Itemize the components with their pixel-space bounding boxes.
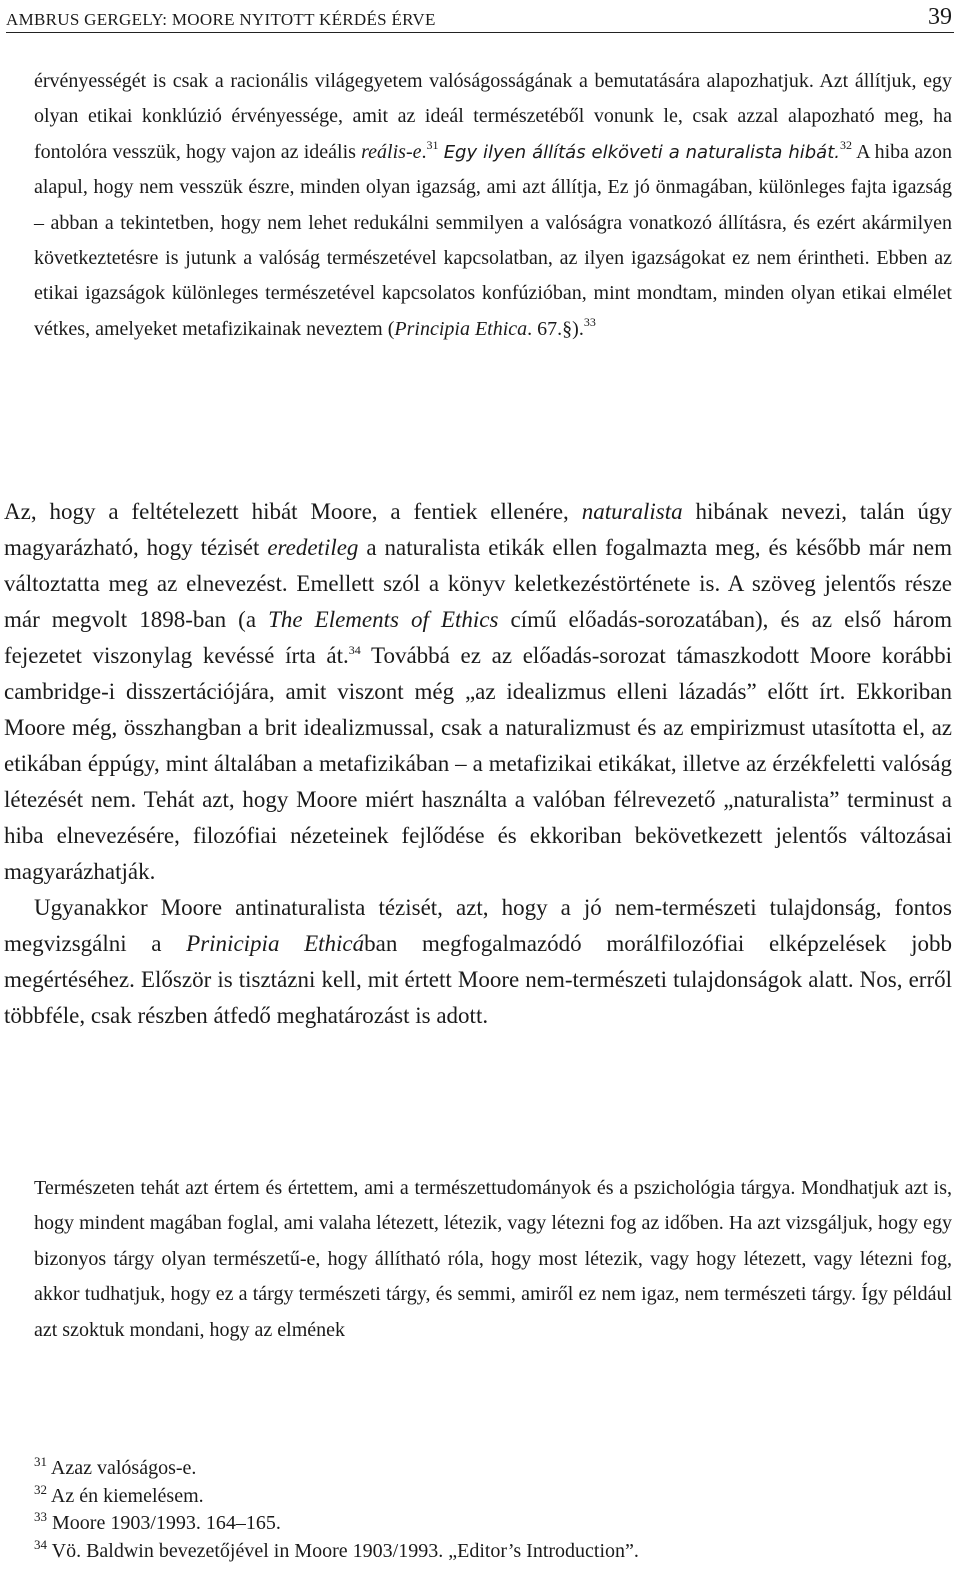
- paragraph-text: Továbbá ez az előadás-sorozat támaszkodott Moore korábbi cambridge-i disszertációjára, amit viszont még „az idealizmus elleni lázadás” előtt írt. Ekkoriban Moore még, összhangban a brit idealizmussal, csak a naturalizmust és az empirizmust utasította el, az etikában éppúgy, mint általában a metafizikában – a metafizikai etikákat, illetve az érzékfeletti valóság létezését nem. Tehát azt, hogy Moore miért használta a valóban félrevezető „naturalista” terminust a hiba elnevezésére, filozófiai nézeteinek fejlődése és ekkoriban bekövetkezett jelentős változásai magyarázhatják.: [4, 643, 952, 884]
- paragraph-text: Ugyanakkor Moore antinaturalista tézisét, azt, hogy a jó nem-természeti tulajdonság, fontos megvizsgálni a: [4, 895, 952, 956]
- paragraph-italic: naturalista: [581, 499, 683, 524]
- paragraph-2: [4, 890, 952, 1034]
- paragraph-text: Az, hogy a feltételezett hibát Moore, a fentiek ellenére,: [4, 499, 582, 524]
- block-quote-2: [34, 1171, 952, 1348]
- footnote-text: Vö. Baldwin bevezetőjével in Moore 1903/1993. „Editor’s Introduction”.: [51, 1539, 639, 1562]
- quote-italic: reális-e: [361, 140, 422, 163]
- quote-text: Természeten tehát azt értem és értettem, ami a természettudományok és a pszichológia tárgya. Mondhatjuk azt is, hogy mindent magában foglal, ami valaha létezett, létezik, vagy létezni fog az időben. Ha azt vizsgáljuk, hogy egy bizonyos tárgy olyan természetű-e, hogy állítható róla, hogy most létezik, vagy hogy létezett, vagy létezni fog, akkor tudhatjuk, hogy ez a tárgy természeti tárgy, és semmi, amiről ez nem igaz, nem természeti tárgy. Így például azt szoktuk mondani, hogy az elmének: [34, 1177, 952, 1341]
- footnote-31: [34, 1455, 639, 1483]
- paragraph-text: a naturalista etikák ellen fogalmazta meg, és később már nem változtatta meg az elnevezést. Emellett szól a könyv keletkezéstörténete is. A szöveg jelentős része már megvolt 1898-ban (a: [4, 535, 952, 632]
- quote-text: . 67.§).: [527, 317, 584, 340]
- block-quote-1: [34, 64, 952, 347]
- footnote-number: 33: [34, 1509, 47, 1524]
- paragraph-italic: eredetileg: [267, 535, 359, 560]
- footnote-ref-32[interactable]: 32: [840, 137, 852, 152]
- footnote-34: [34, 1538, 639, 1566]
- paragraph-text: című előadás-sorozatában), és az első három fejezetet viszonylag kevéssé írta át.: [4, 607, 953, 668]
- footnote-number: 32: [34, 1481, 47, 1497]
- body-text: [4, 494, 952, 1034]
- paragraph-italic: The Elements of Ethics: [268, 607, 499, 632]
- footnote-text: Moore 1903/1993. 164–165.: [52, 1512, 281, 1534]
- running-title: AMBRUS GERGELY: MOORE NYITOTT KÉRDÉS ÉRVE: [6, 10, 436, 29]
- footnote-ref-31[interactable]: 31: [426, 137, 439, 152]
- quote-text: .: [421, 140, 427, 163]
- footnote-33: [34, 1510, 639, 1538]
- paragraph-text: ban megfogalmazódó morálfilozófiai elképzelések jobb megértéséhez. Először is tisztázni kell, mit értett Moore nem-természeti tulajdonságok alatt. Nos, erről többféle, csak részben átfedő meghatározást is adott.: [4, 931, 952, 1028]
- paragraph-text: hibának nevezi, talán úgy magyarázható, hogy tézisét: [4, 499, 952, 560]
- paragraph-1: [4, 494, 952, 890]
- page-number: 39: [928, 4, 952, 30]
- footnote-ref-33[interactable]: 33: [583, 314, 596, 329]
- paragraph-italic: Prinicipia Ethicá: [186, 931, 365, 956]
- footnote-number: 34: [34, 1536, 47, 1552]
- footnotes: [34, 1455, 639, 1565]
- footnote-text: Azaz valóságos-e.: [50, 1457, 197, 1479]
- quote-text: A hiba azon alapul, hogy nem vesszük észre, minden olyan igazság, ami azt állítja, Ez jó önmagában, különleges fajta igazság – abban a tekintetben, hogy nem lehet redukálni semmilyen a valóságra vonatkozó állításra, és ezért akármilyen következtetésre is jutunk a valóság természetével kapcsolatban, az ilyen igazságokat ez nem érintheti. Ebben az etikai igazságok különleges természetével kapcsolatos konfúzióban, mint mondtam, minden olyan etikai elmélet vétkes, amelyeket metafizikainak neveztem (: [34, 140, 952, 340]
- footnote-text: Az én kiemelésem.: [50, 1484, 204, 1507]
- quote-italic: Principia Ethica: [394, 317, 528, 340]
- footnote-number: 31: [34, 1454, 47, 1469]
- footnote-32: [34, 1483, 639, 1511]
- quote-text: érvényességét is csak a racionális világegyetem valóságosságának a bemutatására alapozhatjuk. Azt állítjuk, egy olyan etikai konklúzió érvényessége, amit az ideál természetéből vonunk le, csak azzal alapozható meg, ha fontolóra vesszük, hogy vajon az ideális: [34, 70, 952, 163]
- page-header: [6, 4, 954, 33]
- quote-emphasis: Egy ilyen állítás elköveti a naturalista hibát.: [443, 141, 840, 163]
- footnote-ref-34[interactable]: 34: [348, 643, 361, 657]
